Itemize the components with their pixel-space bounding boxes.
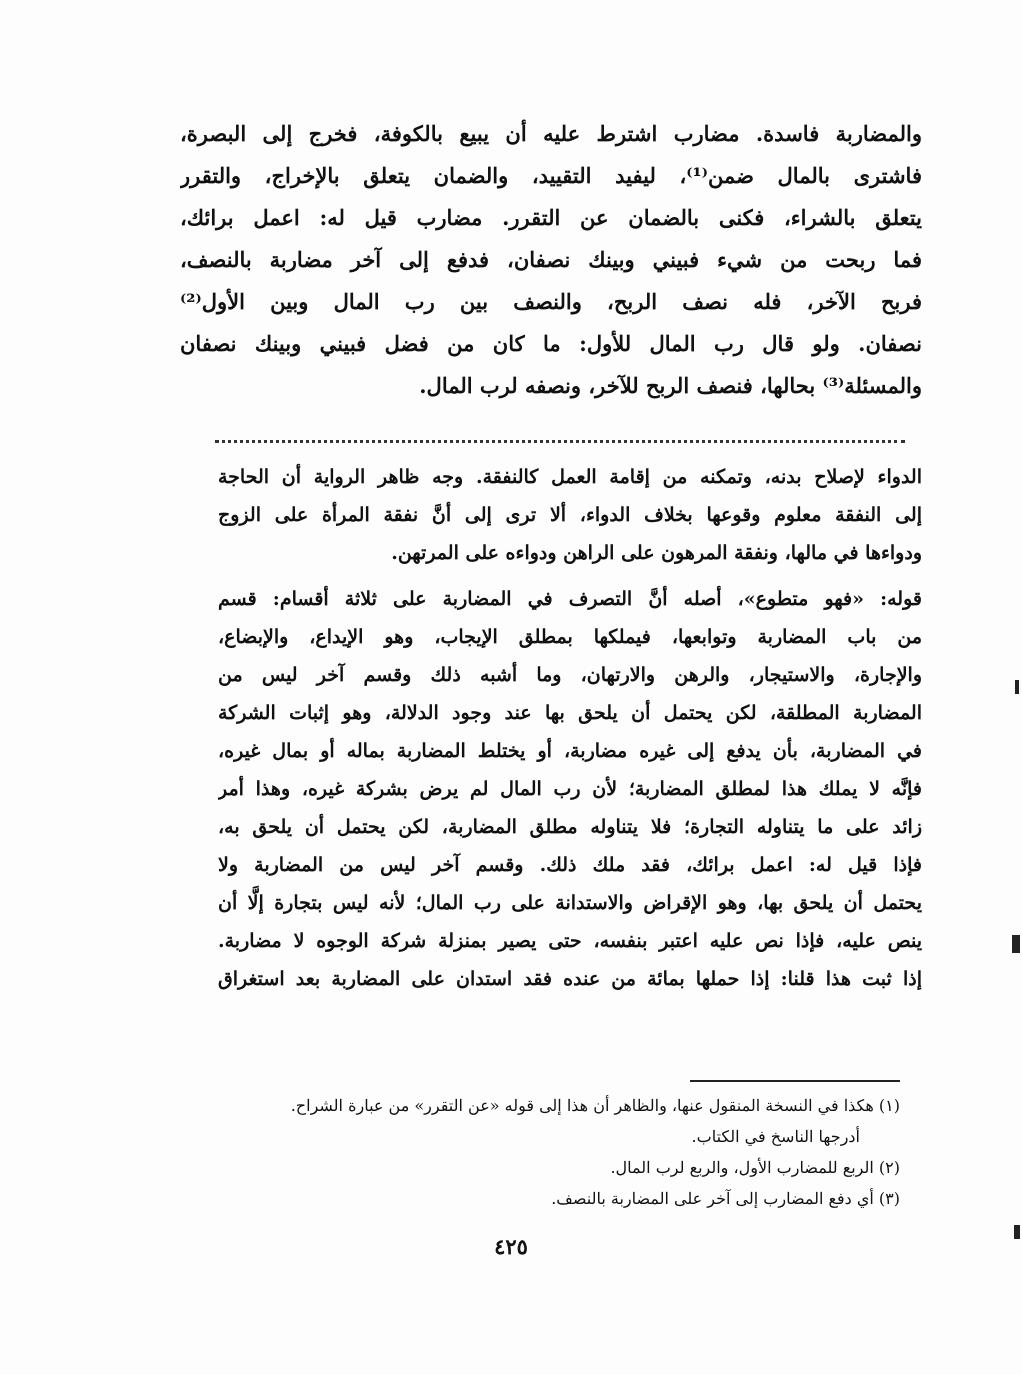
scan-mark	[1012, 935, 1020, 953]
footnote-rule	[690, 1080, 900, 1082]
main-text	[180, 113, 922, 407]
commentary-line: فإنَّه لا يملك هذا لمطلق المضاربة؛ لأن رب المال لم يرض بشركة غيره، وهذا أمر	[218, 778, 922, 800]
commentary-line: في المضاربة، بأن يدفع إلى غيره مضاربة، أو يختلط المضاربة بماله أو بمال غيره،	[218, 740, 922, 762]
commentary-line: من باب المضاربة وتوابعها، فيملكها بمطلق الإيجاب، وهو الإيداع، والإبضاع،	[218, 626, 922, 648]
commentary-line: فإذا قيل له: اعمل برائك، فقد ملك ذلك. وقسم آخر ليس من المضاربة ولا	[218, 854, 922, 876]
commentary-line: ينص عليه، فإذا نص عليه اعتبر بنفسه، حتى يصير بمنزلة شركة الوجوه لا مضاربة.	[218, 930, 922, 952]
main-text-line: نصفان. ولو قال رب المال للأول: ما كان من فضل فبيني وبينك نصفان	[180, 331, 922, 356]
commentary-line: المضاربة المطلقة، لكن يحتمل أن يلحق بها عند وجود الدلالة، وهو إثبات الشركة	[218, 702, 922, 724]
main-text-line: فربح الآخر، فله نصف الربح، والنصف بين رب المال وبين الأول⁽²⁾	[180, 289, 922, 314]
footnote-1-continuation: أدرجها الناسخ في الكتاب.	[691, 1127, 860, 1146]
main-text-line: والمضاربة فاسدة. مضارب اشترط عليه أن يبيع بالكوفة، فخرج إلى البصرة،	[180, 121, 922, 146]
footnotes	[210, 1090, 900, 1214]
footnote-1: (١) هكذا في النسخة المنقول عنها، والظاهر أن هذا إلى قوله «عن التقرر» من عبارة الشراح.	[290, 1096, 900, 1115]
main-text-line: فما ربحت من شيء فبيني وبينك نصفان، فدفع إلى آخر مضاربة بالنصف،	[180, 247, 922, 272]
page-number: ٤٢٥	[494, 1234, 528, 1259]
commentary-line: إلى النفقة معلوم وقوعها بخلاف الدواء، ألا ترى إلى أنَّ نفقة المرأة على الزوج	[218, 504, 922, 526]
paragraph-gap	[218, 572, 922, 580]
commentary-line: زائد على ما يتناوله التجارة؛ فلا يتناوله مطلق المضاربة، لكن يحتمل أن يلحق به،	[218, 816, 922, 838]
commentary-line: قوله: «فهو متطوع»، أصله أنَّ التصرف في المضاربة على ثلاثة أقسام: قسم	[218, 588, 922, 610]
main-text-line: والمسئلة⁽³⁾ بحالها، فنصف الربح للآخر، ونصفه لرب المال.	[419, 373, 922, 398]
footnote-2: (٢) الربع للمضارب الأول، والربع لرب المال.	[610, 1158, 900, 1177]
main-text-line: يتعلق بالشراء، فكنى بالضمان عن التقرر. مضارب قيل له: اعمل برائك،	[180, 205, 922, 230]
main-text-line: فاشترى بالمال ضمن⁽¹⁾، ليفيد التقييد، والضمان يتعلق بالإخراج، والتقرر	[180, 163, 922, 188]
commentary-line: الدواء لإصلاح بدنه، وتمكنه من إقامة العمل كالنفقة. وجه ظاهر الرواية أن الحاجة	[218, 466, 922, 488]
dotted-separator	[215, 440, 905, 443]
commentary-line: ودواءها في مالها، ونفقة المرهون على الراهن ودواءه على المرتهن.	[391, 542, 922, 564]
commentary-text	[218, 458, 922, 998]
scan-mark	[1015, 680, 1019, 694]
scan-mark	[1014, 1225, 1020, 1239]
commentary-line: إذا ثبت هذا قلنا: إذا حملها بمائة من عنده فقد استدان على المضاربة بعد استغراق	[218, 968, 922, 990]
commentary-line: يحتمل أن يلحق بها، وهو الإقراض والاستدانة على رب المال؛ لأنه ليس بتجارة إلَّا أن	[218, 892, 922, 914]
footnote-3: (٣) أي دفع المضارب إلى آخر على المضاربة بالنصف.	[551, 1189, 900, 1208]
commentary-line: والإجارة، والاستيجار، والرهن والارتهان، وما أشبه ذلك وقسم آخر ليس من	[218, 664, 922, 686]
